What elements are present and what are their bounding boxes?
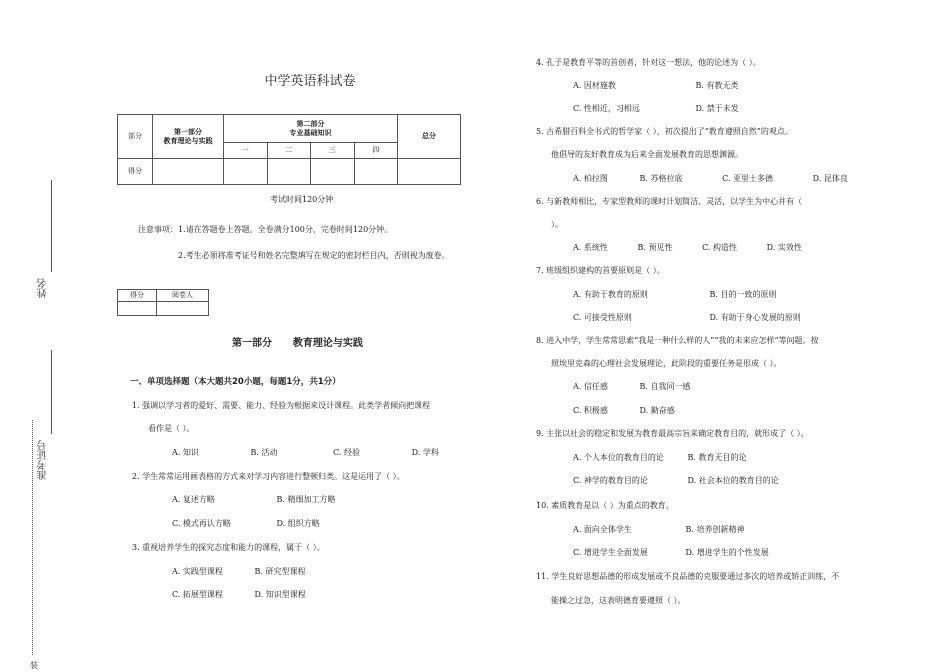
question-8-option-c[interactable]: C. 积极感 bbox=[573, 406, 608, 415]
question-7-option-c[interactable]: C. 可接受性原则 bbox=[573, 313, 632, 322]
score-table-total-header: 总分 bbox=[398, 115, 461, 159]
question-5-option-a[interactable]: A. 柏拉图 bbox=[573, 174, 608, 183]
score-table-sub-4: 四 bbox=[354, 143, 398, 159]
question-1-option-a[interactable]: A. 知识 bbox=[172, 448, 199, 457]
question-8-stem-line1: 8. 进入中学，学生常常思索“我是一种什么样的人”“我的未来应怎样”等问题。按 bbox=[536, 336, 819, 345]
question-5-options bbox=[573, 173, 848, 184]
question-3-options-row2 bbox=[172, 589, 306, 600]
question-5-stem-line1: 5. 古希腊百科全书式的哲学家（ ），初次提出了“教育遵照自然”的观点。 bbox=[536, 127, 793, 136]
seal-dotted-line bbox=[32, 420, 33, 655]
question-3-option-a[interactable]: A. 实践型课程 bbox=[172, 567, 223, 576]
score-cell-1 bbox=[224, 159, 268, 185]
question-10-options-row2 bbox=[573, 547, 769, 558]
question-11-stem-line2: 能操之过急，这表明德育要遵照（ ）。 bbox=[551, 596, 686, 605]
question-7-stem: 7. 班级组织建构的首要原则是（ ）。 bbox=[536, 266, 665, 275]
question-4-option-a[interactable]: A. 因材施教 bbox=[573, 81, 616, 90]
question-5-option-c[interactable]: C. 亚里士多德 bbox=[722, 174, 774, 183]
question-5-option-d[interactable]: D. 昆体良 bbox=[812, 174, 848, 183]
question-7-options-row1 bbox=[573, 289, 777, 300]
question-1-stem-line2: 看作是（ ）。 bbox=[148, 424, 195, 433]
grader-table bbox=[117, 289, 209, 316]
question-10-option-b[interactable]: B. 培养创新精神 bbox=[685, 525, 745, 534]
question-2-option-a[interactable]: A. 复述方略 bbox=[172, 495, 215, 504]
question-9-stem: 9. 主张以社会的稳定和发展为教育最高宗旨来确定教育目的，就形成了（ ）。 bbox=[536, 429, 809, 438]
binding-margin bbox=[0, 0, 60, 672]
name-underline bbox=[51, 180, 52, 272]
question-10-option-d[interactable]: D. 增进学生的个性发展 bbox=[685, 548, 769, 557]
grader-table-score-label: 得分 bbox=[118, 290, 157, 302]
question-3-option-b[interactable]: B. 研究型课程 bbox=[254, 567, 306, 576]
grader-name-cell bbox=[157, 302, 209, 316]
question-10-stem: 10. 素质教育是以（ ）为重点的教育。 bbox=[536, 501, 674, 510]
score-cell-part1 bbox=[153, 159, 224, 185]
question-9-option-c[interactable]: C. 神学的教育目的论 bbox=[573, 476, 648, 485]
question-6-stem-line2: ）。 bbox=[551, 220, 563, 229]
question-3-option-c[interactable]: C. 拓展型课程 bbox=[172, 590, 223, 599]
question-4-option-d[interactable]: D. 禁于未发 bbox=[695, 104, 739, 113]
question-3-stem: 3. 重视培养学生的探究态度和能力的课程，属于（ ）。 bbox=[132, 543, 325, 552]
question-11-stem-line1: 11. 学生良好思想品德的形成发展或不良品德的克服要通过多次的培养或矫正训练，不 bbox=[536, 572, 840, 581]
notice-1: 注意事项：1.请在答题卷上答题。全卷满分100分，完卷时间120分钟。 bbox=[138, 225, 393, 234]
question-3-option-d[interactable]: D. 知识型课程 bbox=[254, 590, 306, 599]
question-8-options-row1 bbox=[573, 381, 691, 392]
question-10-option-c[interactable]: C. 增进学生全面发展 bbox=[573, 548, 648, 557]
question-2-option-c[interactable]: C. 模式再认方略 bbox=[172, 519, 231, 528]
question-9-options-row1 bbox=[573, 452, 747, 463]
question-4-option-c[interactable]: C. 性相近，习相远 bbox=[573, 104, 640, 113]
score-table-part-header: 部分 bbox=[118, 115, 153, 159]
question-4-options-row1 bbox=[573, 80, 739, 91]
question-2-stem: 2. 学生常常运用画表格的方式来对学习内容进行整顿归类。这是运用了（ ）。 bbox=[132, 472, 405, 481]
question-10-options-row1 bbox=[573, 524, 745, 535]
question-4-option-b[interactable]: B. 有教无类 bbox=[695, 81, 739, 90]
question-6-stem-line1: 6. 与新教师相比，专家型教师的课时计划简洁、灵活，以学生为中心并有（ bbox=[536, 197, 803, 206]
question-1-option-c[interactable]: C. 经验 bbox=[333, 448, 361, 457]
question-9-option-d[interactable]: D. 社会本位的教育目的论 bbox=[687, 476, 779, 485]
question-6-option-d[interactable]: D. 实效性 bbox=[766, 243, 802, 252]
score-table-sub-3: 三 bbox=[311, 143, 355, 159]
question-8-options-row2 bbox=[573, 405, 675, 416]
section-1-heading: 一、单项选择题（本大题共20小题，每题1分，共1分） bbox=[130, 377, 341, 387]
part1-heading: 第一部分 教育理论与实践 bbox=[232, 338, 363, 349]
question-7-option-a[interactable]: A. 有助于教育的原则 bbox=[573, 290, 648, 299]
question-6-options bbox=[573, 242, 802, 253]
question-5-stem-line2: 他倡导的友好教育成为后来全面发展教育的思想渊源。 bbox=[551, 150, 743, 159]
score-cell-total bbox=[398, 159, 461, 185]
question-2-options-row2 bbox=[172, 518, 320, 529]
grader-score-cell bbox=[118, 302, 157, 316]
question-1-option-d[interactable]: D. 学科 bbox=[411, 448, 439, 457]
score-table-sub-1: 一 bbox=[224, 143, 268, 159]
question-1-options bbox=[172, 447, 439, 458]
question-7-option-d[interactable]: D. 有助于身心发展的原则 bbox=[709, 313, 801, 322]
name-label: 姓名 bbox=[38, 278, 49, 298]
score-table-part1-header: 第一部分 教育理论与实践 bbox=[153, 115, 224, 159]
seal-bottom-label: 装 bbox=[30, 661, 38, 670]
score-table-sub-2: 二 bbox=[267, 143, 311, 159]
grader-table-grader-label: 阅卷人 bbox=[157, 290, 209, 302]
question-8-option-d[interactable]: D. 勤奋感 bbox=[639, 406, 675, 415]
question-9-option-a[interactable]: A. 个人本位的教育目的论 bbox=[573, 453, 664, 462]
question-8-option-b[interactable]: B. 自我同一感 bbox=[639, 382, 691, 391]
score-table bbox=[117, 114, 461, 185]
question-3-options-row1 bbox=[172, 566, 306, 577]
question-5-option-b[interactable]: B. 苏格拉底 bbox=[639, 174, 683, 183]
question-6-option-b[interactable]: B. 预见性 bbox=[637, 243, 673, 252]
question-7-options-row2 bbox=[573, 312, 801, 323]
exam-title: 中学英语科试卷 bbox=[264, 74, 356, 89]
score-cell-2 bbox=[267, 159, 311, 185]
ticket-number-label: 准考证号 bbox=[38, 440, 49, 480]
question-8-option-a[interactable]: A. 信任感 bbox=[573, 382, 608, 391]
question-1-stem-line1: 1. 强调以学习者的爱好、需要、能力、经验为根据来设计课程。此类学者倾向把课程 bbox=[132, 401, 431, 410]
question-2-option-b[interactable]: B. 精细加工方略 bbox=[276, 495, 336, 504]
notice-2: 2.考生必须将准考证号和姓名完整填写在规定的密封栏目内，否则视为废卷。 bbox=[178, 251, 450, 260]
score-cell-4 bbox=[354, 159, 398, 185]
question-10-option-a[interactable]: A. 面向全体学生 bbox=[573, 525, 632, 534]
question-7-option-b[interactable]: B. 目的一致的原则 bbox=[709, 290, 777, 299]
question-6-option-a[interactable]: A. 系统性 bbox=[573, 243, 608, 252]
question-2-option-d[interactable]: D. 组织方略 bbox=[276, 519, 320, 528]
question-6-option-c[interactable]: C. 构造性 bbox=[702, 243, 738, 252]
question-4-stem: 4. 孔子是教育平等的首创者，针对这一想法，他的论述为（ ）。 bbox=[536, 58, 761, 67]
question-9-options-row2 bbox=[573, 475, 779, 486]
question-2-options-row1 bbox=[172, 494, 336, 505]
score-cell-3 bbox=[311, 159, 355, 185]
ticket-number-underline bbox=[51, 350, 52, 434]
question-9-option-b[interactable]: B. 教育无目的论 bbox=[687, 453, 747, 462]
question-4-options-row2 bbox=[573, 103, 739, 114]
question-1-option-b[interactable]: B. 活动 bbox=[250, 448, 278, 457]
score-table-score-label: 得分 bbox=[118, 159, 153, 185]
question-8-stem-line2: 照埃里克森的心理社会发展理论，此阶段的重要任务是形成（ ）。 bbox=[551, 359, 782, 368]
exam-time-note: 考试时间120分钟 bbox=[270, 195, 334, 204]
score-table-part2-header: 第二部分 专业基础知识 bbox=[224, 115, 398, 143]
